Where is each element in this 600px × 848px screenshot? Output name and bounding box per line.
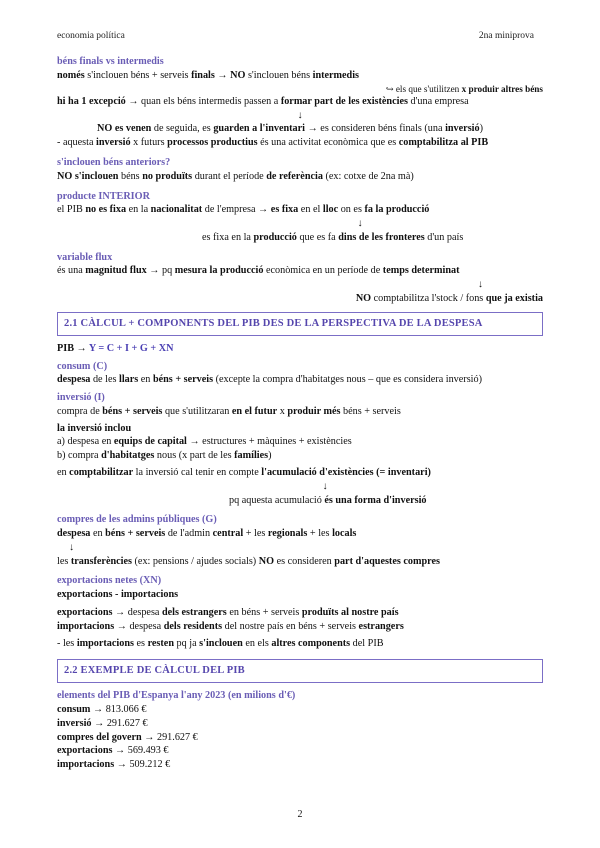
bold-text: estrangers [358,620,404,632]
plain-text: x [277,405,288,417]
text-line [57,527,543,541]
bold-text: central [212,528,244,540]
plain-text: (ex: pensions / ajudes socials) [131,555,259,567]
bold-text: equips de capital [113,436,187,448]
text-line [57,405,543,419]
page-number: 2 [297,809,303,820]
plain-text: del PIB [350,638,384,650]
bold-text: NO [355,292,372,304]
bold-text: s'inclouen [199,638,243,650]
bold-text: lloc [322,204,339,216]
text-line [57,69,543,83]
bold-text: part d'aquestes compres [334,555,440,567]
bold-text: comptabilitzar [69,466,134,478]
header-right: 2na miniprova [478,31,534,41]
item-label: compres del govern [57,731,142,743]
plain-text: és una [57,265,86,277]
plain-text: de seguida, es [151,123,214,135]
plain-text: durant el període [192,170,267,182]
text-line [57,494,543,508]
pib-formula [57,342,543,356]
bold-text: producció [253,231,297,243]
bold-text: altres components [271,638,351,650]
plain-text: en [57,466,70,478]
item-label: exportacions [57,745,113,757]
header-left: economia política [57,31,125,41]
plain-text: en [90,528,106,540]
bold-text: mesura la producció [174,265,264,277]
heading-consum: consum (C) [57,360,108,372]
bold-text: béns + serveis [152,374,214,386]
plain-text: la inversió cal tenir en compte [133,466,262,478]
bold-text: inversió [445,123,480,135]
pib-elements-list [57,703,543,772]
plain-text: - les [57,638,77,650]
plain-text: es consideren [274,555,335,567]
plain-text: les [57,555,71,567]
plain-text: ) [479,123,483,135]
section-2-2-title: 2.2 EXEMPLE DE CÀLCUL DEL PIB [57,659,543,683]
bold-text: fa la producció [364,204,430,216]
plain-text: s'inclouen béns + serveis [84,69,192,81]
heading-variable-flux: variable flux [57,251,113,263]
bold-text: es fixa [270,204,299,216]
bold-text: despesa [57,528,91,540]
bold-text: magnitud flux [85,265,147,277]
plain-text: de les [90,374,119,386]
bold-text: és una forma d'inversió [324,494,427,506]
text-line [57,637,543,651]
bold-text: locals [332,528,357,540]
page-content [57,55,543,772]
plain-text: en la [126,204,151,216]
plain-text: → estructures + màquines + existències [186,436,352,448]
text-line [57,170,543,184]
plain-text: pq ja [173,638,200,650]
list-item [57,703,543,717]
bold-text: béns + serveis [102,405,163,417]
bold-text: intermedis [312,69,360,81]
text-line [57,136,543,150]
plain-text: on es [338,204,365,216]
plain-text: és una activitat econòmica que es [257,137,399,149]
bold-text: importacions [57,620,115,632]
bold-text: NO es venen [97,123,152,135]
bold-text: temps determinat [382,265,460,277]
text-line [57,203,543,217]
bold-text: no produïts [142,170,193,182]
list-item [57,731,543,745]
bold-text: guarden a l'inventari [213,123,306,135]
plain-text: en el [298,204,323,216]
text-line [57,435,543,449]
text-line [57,83,543,95]
plain-text: de l'empresa → [202,204,271,216]
text-line [57,231,543,245]
plain-text: en [138,374,153,386]
plain-text: b) compra [57,450,102,462]
plain-text: s'inclouen béns [245,69,313,81]
bold-text: famílies [234,450,269,462]
inversio-inclou: la inversió inclou [57,422,132,434]
item-value: → 813.066 € [90,704,147,716]
bold-text: en el futur [231,405,278,417]
arrow-down: ↓ [297,109,303,121]
plain-text: → pq [146,265,175,277]
plain-text: es fixa en la [202,231,254,243]
bold-text: comptabilitza al PIB [398,137,489,149]
plain-text: compra de [57,405,103,417]
plain-text: econòmica en un període de [263,265,383,277]
text-line [57,606,543,620]
bold-text: importacions [76,638,134,650]
plain-text: béns + serveis [340,405,401,417]
plain-text: que es fa [296,231,339,243]
bold-text: transferències [70,555,132,567]
plain-text: en béns + serveis [226,606,302,618]
text-line [57,373,543,387]
plain-text: d'un país [424,231,464,243]
plain-text: ) [268,450,272,462]
item-label: consum [57,704,91,716]
plain-text: → despesa [112,606,162,618]
arrow-down: ↓ [69,541,75,553]
bold-text: dels estrangers [161,606,227,618]
item-value: → 509.212 € [114,759,171,771]
list-item [57,758,543,772]
pib-formula-text: Y = C + I + G + XN [86,342,174,354]
bold-text: inversió [96,137,131,149]
bold-text: nacionalitat [150,204,203,216]
text-line [57,466,543,480]
xn-formula: exportacions - importacions [57,589,179,601]
heading-exportacions-netes: exportacions netes (XN) [57,575,162,587]
bold-text: d'habitatges [101,450,155,462]
bold-text: que ja existia [485,292,543,304]
text-line [57,95,543,109]
plain-text: el PIB [57,204,86,216]
text-line [57,292,543,306]
bold-text: regionals [267,528,308,540]
text-line [57,449,543,463]
bold-text: hi ha 1 excepció [57,95,126,107]
arrow-down: ↓ [477,279,483,291]
bold-text: l'acumulació d'existències (= inventari) [261,466,431,478]
bold-text: NO [258,555,275,567]
item-label: importacions [57,759,115,771]
pib-label: PIB → [57,342,87,354]
bold-text: dels residents [163,620,223,632]
bold-text: resten [147,638,174,650]
heading-finals-intermedis: béns finals vs intermedis [57,56,164,67]
plain-text: (excepte la compra d'habitatges nous – que es considera inversió) [213,374,482,386]
plain-text: del nostre país en béns + serveis [222,620,359,632]
text-line [57,122,543,136]
bold-text: processos productius [167,137,258,149]
plain-text: → quan els béns intermedis passen a [125,95,281,107]
item-value: → 291.627 € [91,717,148,729]
text-line [57,264,543,278]
plain-text: pq aquesta acumulació [229,494,325,506]
arrow-down: ↓ [357,218,363,230]
plain-text: (ex: cotxe de 2na mà) [322,170,414,182]
plain-text: que s'utilitzaran [162,405,232,417]
plain-text: → es consideren béns finals (una [305,123,446,135]
item-value: → 291.627 € [141,731,198,743]
bold-text: de referència [266,170,323,182]
text-line [57,555,543,569]
plain-text: nous (x part de les [154,450,235,462]
plain-text: ↪ els que s'utilitzen [385,83,462,94]
bold-text: x produir altres béns [461,83,543,94]
plain-text: en els [242,638,272,650]
text-line [57,620,543,634]
heading-compres: compres de les admins públiques (G) [57,514,217,526]
plain-text: es [133,638,148,650]
section-2-1-title: 2.1 CÀLCUL + COMPONENTS DEL PIB DES DE LA PERSPECTIVA DE LA DESPESA [57,312,543,336]
bold-text: només [57,69,85,81]
plain-text: → [214,69,231,81]
bold-text: béns + serveis [105,528,166,540]
heading-exemple: elements del PIB d'Espanya l'any 2023 (en milions d'€) [57,690,296,702]
bold-text: finals [191,69,215,81]
plain-text: comptabilitza l'stock / fons [371,292,486,304]
arrow-down: ↓ [322,480,328,492]
bold-text: produir més [287,405,341,417]
list-item [57,744,543,758]
plain-text: x futurs [130,137,168,149]
bold-text: llars [118,374,139,386]
bold-text: despesa [57,374,91,386]
heading-producte-interior: producte INTERIOR [57,190,150,202]
plain-text: béns [118,170,143,182]
plain-text: - aquesta [57,137,97,149]
plain-text: + les [243,528,268,540]
list-item [57,717,543,731]
plain-text: a) despesa en [57,436,114,448]
bold-text: no es fixa [85,204,127,216]
plain-text: + les [307,528,333,540]
plain-text: de l'admin [165,528,213,540]
plain-text: d'una empresa [407,95,469,107]
bold-text: produïts al nostre país [301,606,399,618]
bold-text: NO [230,69,246,81]
heading-inversio: inversió (I) [57,392,105,404]
bold-text: NO s'inclouen [57,170,119,182]
item-value: → 569.493 € [112,745,169,757]
bold-text: formar part de les existències [280,95,408,107]
bold-text: dins de les fronteres [338,231,425,243]
plain-text: → despesa [114,620,164,632]
heading-bens-anteriors: s'inclouen béns anteriors? [57,157,171,169]
bold-text: exportacions [57,606,113,618]
item-label: inversió [57,717,92,729]
